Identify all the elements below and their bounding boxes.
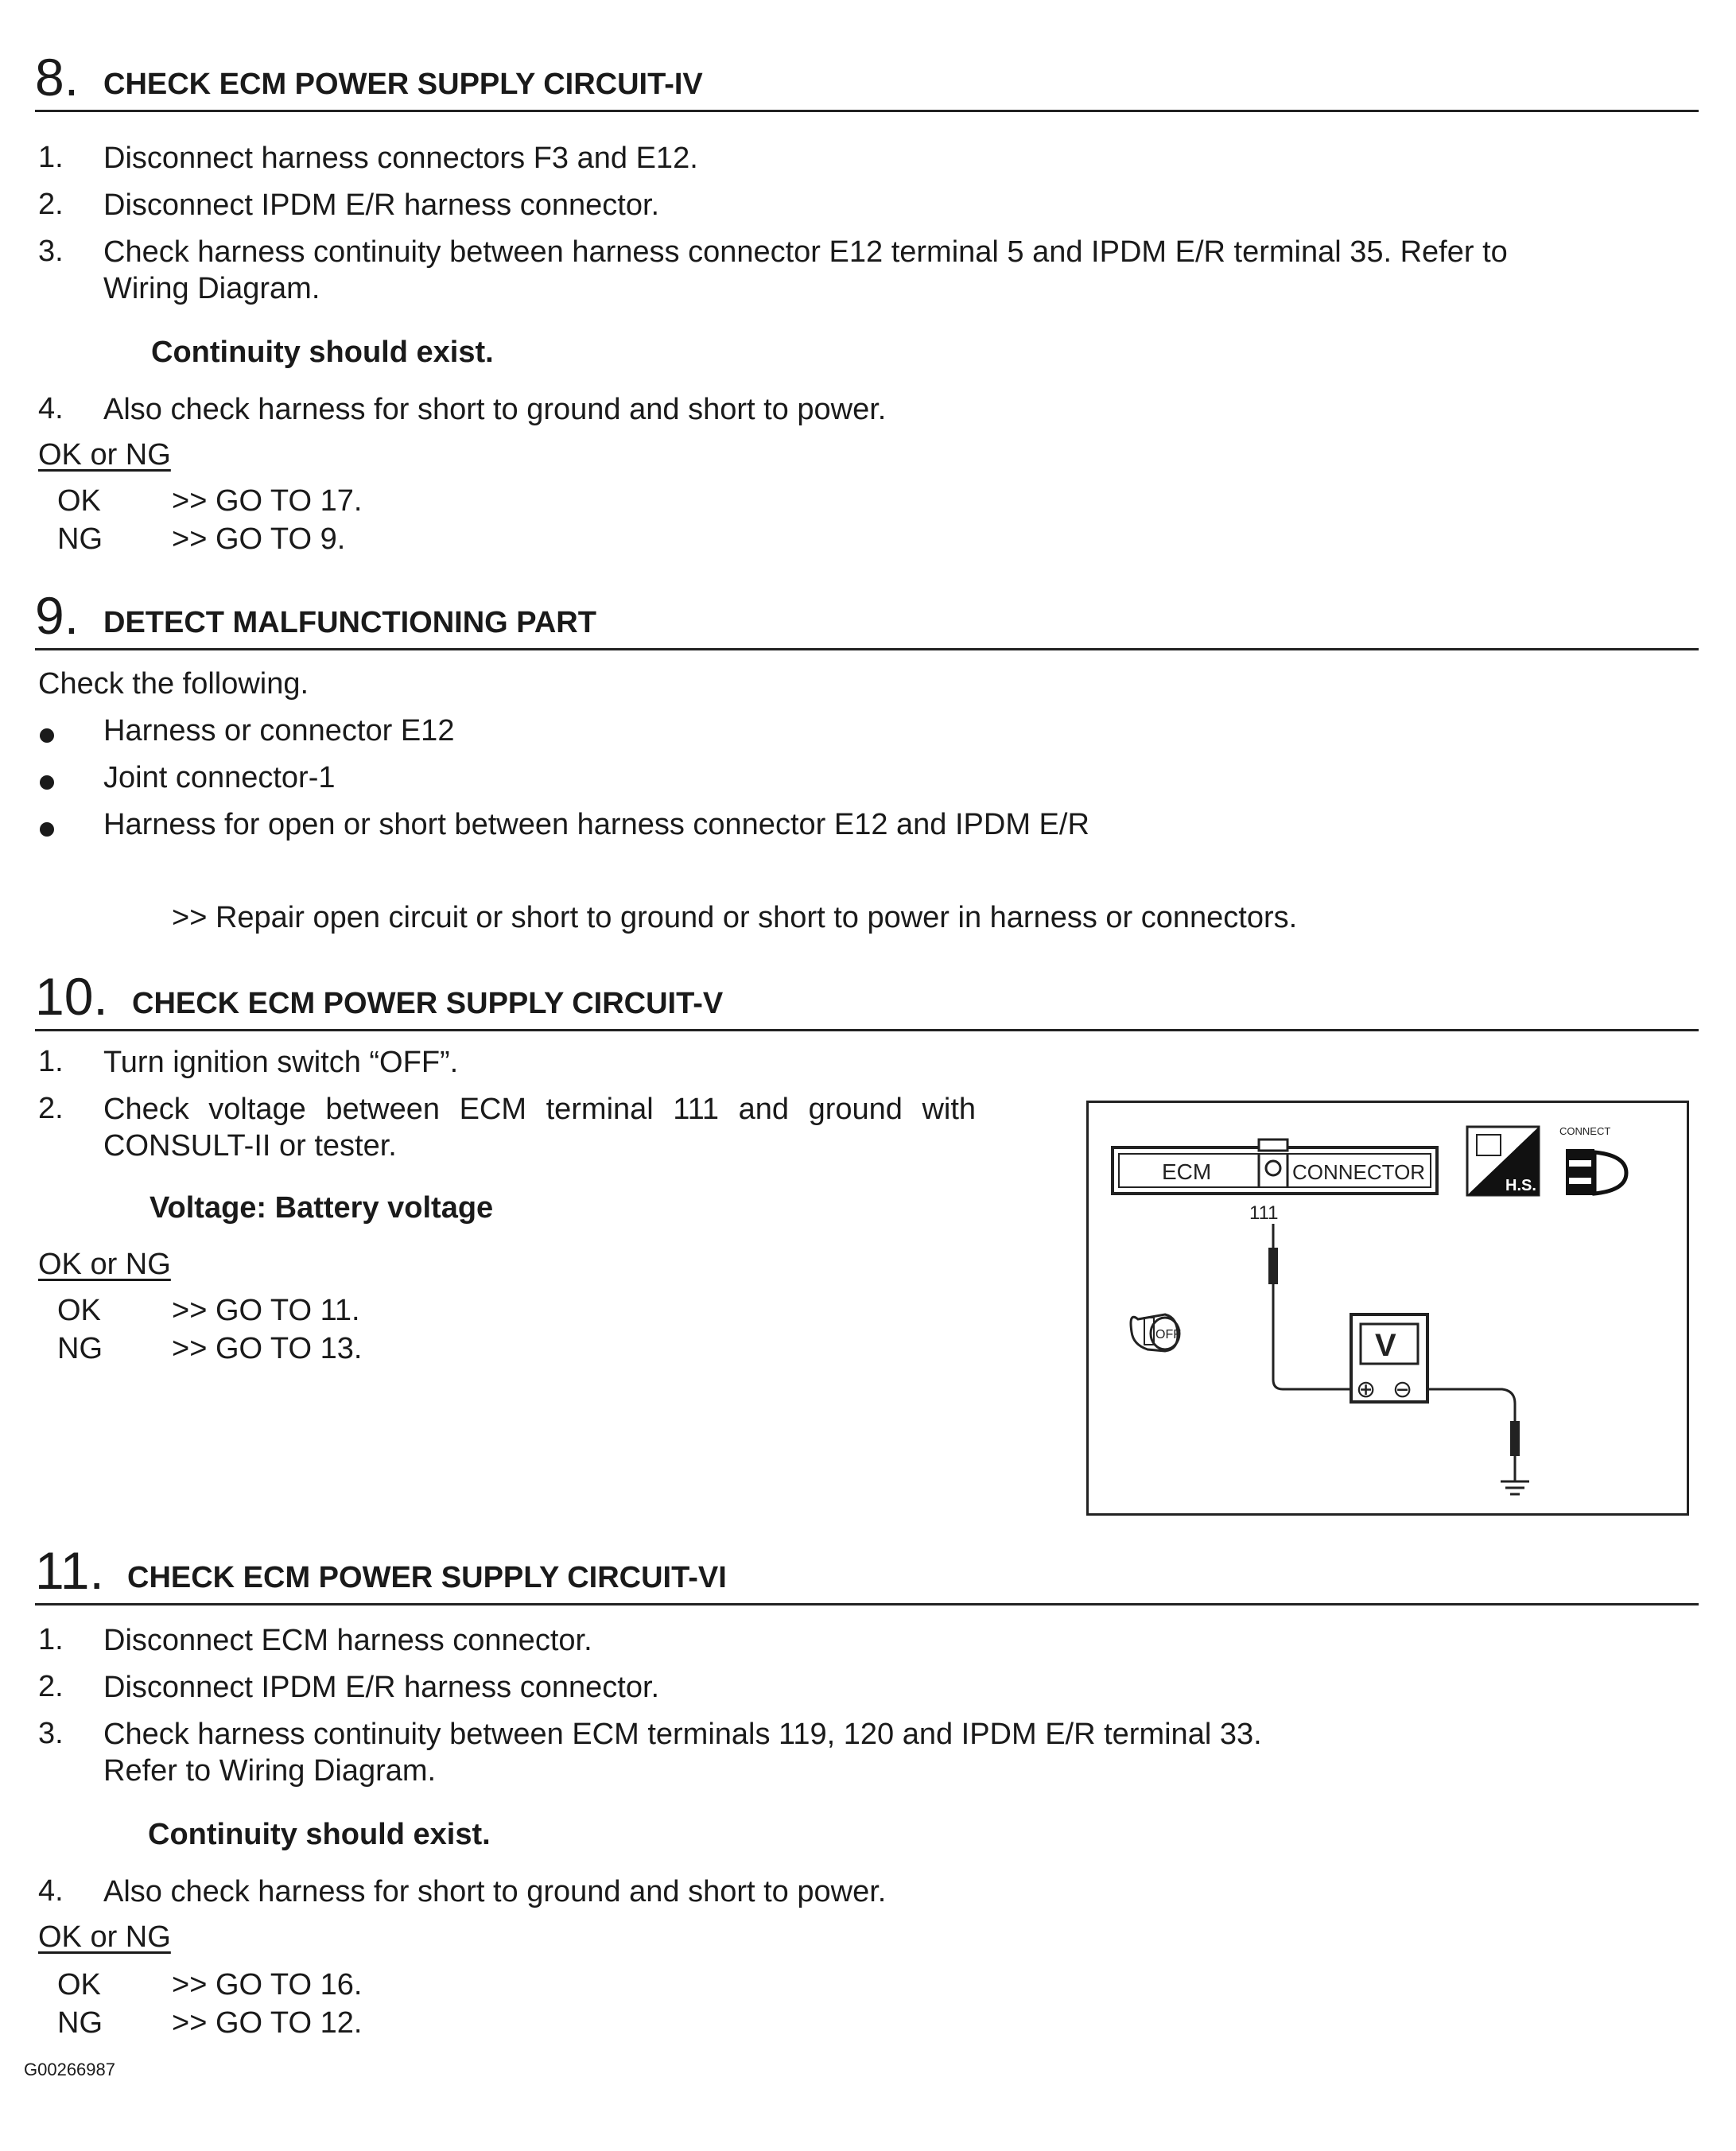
step-item-text: Also check harness for short to ground and short to power. <box>103 1875 887 1908</box>
key-off-label: OFF <box>1155 1328 1181 1341</box>
bullet-dot <box>40 728 54 743</box>
step-9-header <box>35 586 1699 650</box>
result-label: NG <box>57 2006 103 2040</box>
result-action: >> GO TO 17. <box>172 484 363 518</box>
result-action: >> GO TO 13. <box>172 1332 363 1365</box>
negative-lead <box>1427 1389 1515 1421</box>
repair-action: >> Repair open circuit or short to ground or short to power in harness or connectors. <box>172 901 1298 934</box>
step-number: 11. <box>35 1541 104 1600</box>
bullet-text: Harness for open or short between harness connector E12 and IPDM E/R <box>103 808 1089 841</box>
result-label: NG <box>57 522 103 556</box>
ok-or-ng-label: OK or NG <box>38 1248 171 1281</box>
result-label: NG <box>57 1332 103 1365</box>
step-item-text: Also check harness for short to ground and short to power. <box>103 393 887 426</box>
step-8-header <box>35 48 1699 112</box>
step-item-text: Disconnect harness connectors F3 and E12. <box>103 142 698 175</box>
voltage-check-diagram <box>1086 1101 1689 1516</box>
step-item-text: Turn ignition switch “OFF”. <box>103 1046 459 1079</box>
minus-terminal: ⊖ <box>1392 1376 1413 1404</box>
diagram-svg <box>1089 1103 1687 1513</box>
ignition-key-off-icon <box>1131 1314 1181 1351</box>
bullet-dot <box>40 822 54 837</box>
result-action: >> GO TO 12. <box>172 2006 363 2040</box>
step-item-number: 2. <box>38 1092 64 1125</box>
step-item-text: Check voltage between ECM terminal 111 and ground with <box>103 1093 977 1126</box>
bullet-dot <box>40 775 54 790</box>
step-item-text-cont: CONSULT-II or tester. <box>103 1129 397 1163</box>
step-number: 10. <box>35 967 108 1026</box>
step-item-number: 3. <box>38 235 64 268</box>
positive-probe <box>1268 1248 1278 1284</box>
result-label: OK <box>57 1968 101 2002</box>
connect-icon <box>1559 1125 1626 1195</box>
positive-lead <box>1273 1380 1351 1389</box>
result-label: OK <box>57 484 101 518</box>
step-item-number: 3. <box>38 1717 64 1750</box>
step-number: 9. <box>35 586 80 645</box>
step-item-text: Check harness continuity between ECM terminals 119, 120 and IPDM E/R terminal 33. <box>103 1718 1262 1751</box>
step-11-header <box>35 1541 1699 1605</box>
step-item-number: 4. <box>38 392 64 425</box>
step-number: 8. <box>35 48 80 107</box>
step-item-text: Disconnect IPDM E/R harness connector. <box>103 188 660 222</box>
bullet-text: Joint connector-1 <box>103 761 336 794</box>
connector-latch <box>1259 1140 1287 1151</box>
result-label: OK <box>57 1294 101 1327</box>
connect-label: CONNECT <box>1559 1125 1611 1137</box>
step-item-number: 2. <box>38 188 64 221</box>
step-item-text-cont: Refer to Wiring Diagram. <box>103 1754 437 1788</box>
voltmeter-label: V <box>1375 1328 1396 1363</box>
result-action: >> GO TO 16. <box>172 1968 363 2002</box>
terminal-pin <box>1266 1161 1280 1175</box>
hs-icon <box>1467 1127 1539 1195</box>
step-item-number: 1. <box>38 1623 64 1656</box>
terminal-number: 111 <box>1249 1202 1279 1224</box>
step-item-number: 1. <box>38 141 64 174</box>
step-title: CHECK ECM POWER SUPPLY CIRCUIT-VI <box>127 1561 727 1594</box>
step-10-header <box>35 967 1699 1031</box>
intro-text: Check the following. <box>38 667 309 701</box>
plus-terminal: ⊕ <box>1356 1376 1377 1404</box>
result-action: >> GO TO 9. <box>172 522 346 556</box>
step-title: CHECK ECM POWER SUPPLY CIRCUIT-IV <box>103 68 703 101</box>
step-item-text: Disconnect IPDM E/R harness connector. <box>103 1671 660 1704</box>
step-title: DETECT MALFUNCTIONING PART <box>103 606 596 639</box>
footer-code: G00266987 <box>24 2060 115 2079</box>
step-item-text: Disconnect ECM harness connector. <box>103 1624 592 1657</box>
step-item-number: 2. <box>38 1670 64 1703</box>
ecm-label: ECM <box>1162 1159 1212 1184</box>
spec-text: Continuity should exist. <box>148 1818 491 1851</box>
step-title: CHECK ECM POWER SUPPLY CIRCUIT-V <box>132 987 724 1020</box>
connector-label: CONNECTOR <box>1292 1160 1426 1184</box>
hs-label: H.S. <box>1505 1177 1536 1194</box>
step-item-number: 1. <box>38 1045 64 1078</box>
result-action: >> GO TO 11. <box>172 1294 360 1327</box>
step-item-number: 4. <box>38 1874 64 1908</box>
step-item-text-cont: Wiring Diagram. <box>103 272 320 305</box>
spec-text: Continuity should exist. <box>151 336 494 369</box>
ok-or-ng-label: OK or NG <box>38 1920 171 1954</box>
bullet-text: Harness or connector E12 <box>103 714 455 747</box>
ok-or-ng-label: OK or NG <box>38 438 171 472</box>
spec-text: Voltage: Battery voltage <box>150 1191 494 1225</box>
step-item-text: Check harness continuity between harness connector E12 terminal 5 and IPDM E/R terminal 35. Refer to <box>103 235 1508 269</box>
negative-probe <box>1510 1421 1520 1456</box>
